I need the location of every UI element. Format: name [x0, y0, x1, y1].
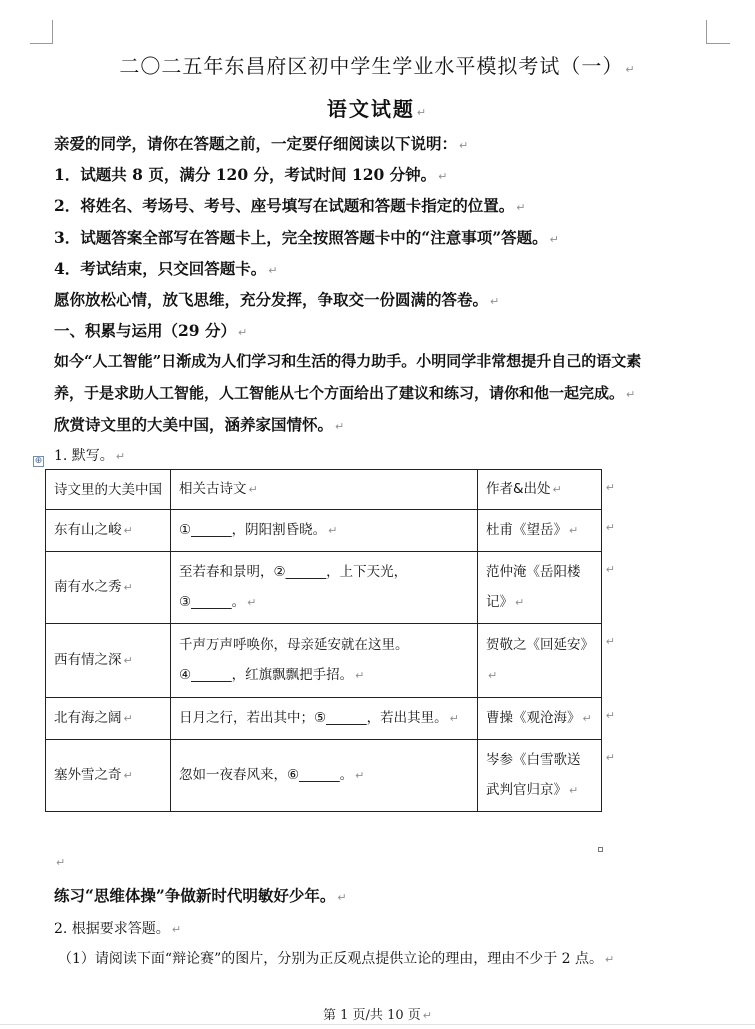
section1-intro-line: 如今“人工智能”日渐成为人们学习和生活的得力助手。小明同学非常想提升自己的语文素: [54, 352, 642, 370]
notice-item: 1．试题共 8 页，满分 120 分，考试时间 120 分钟。 ↵: [54, 165, 448, 184]
table-cell: 千声万声呼唤你，母亲延安就在这里。④______，红旗飘飘把手招。 ↵: [171, 624, 478, 698]
header-cell: 作者&出处 ↵ ↵: [478, 470, 602, 510]
table-cell: 范仲淹《岳阳楼记》 ↵ ↵: [478, 552, 602, 624]
table-cell: 西有情之深 ↵: [46, 624, 171, 698]
empty-paragraph: ↵: [56, 856, 66, 869]
table-cell: 北有海之阔 ↵: [46, 698, 171, 740]
page-bottom-edge: [0, 1024, 755, 1025]
table-cell: ①______，阴阳割昏晓。 ↵: [171, 510, 478, 552]
header-cell: 相关古诗文 ↵: [171, 470, 478, 510]
section1-heading: 一、积累与运用（29 分） ↵: [54, 321, 248, 340]
practice-heading: 练习“思维体操”争做新时代明敏好少年。 ↵: [54, 886, 347, 905]
table-cell: 曹操《观沧海》 ↵ ↵: [478, 698, 602, 740]
table-row: [46, 740, 602, 812]
table-resize-handle[interactable]: [598, 847, 603, 852]
table-row: [46, 552, 602, 624]
table-cell: 忽如一夜春风来，⑥______。 ↵: [171, 740, 478, 812]
table-row: [46, 624, 602, 698]
table-cell: 日月之行，若出其中；⑤______，若出其里。 ↵: [171, 698, 478, 740]
exam-title: 二〇二五年东昌府区初中学生学业水平模拟考试（一） ↵: [119, 54, 636, 78]
page-footer: 第 1 页/共 10 页 ↵: [323, 1008, 432, 1023]
notice-item: 3．试题答案全部写在答题卡上，完全按照答题卡中的“注意事项”答题。 ↵: [54, 228, 559, 247]
poetry-table: [45, 469, 615, 812]
notice-item: 4．考试结束，只交回答题卡。 ↵: [54, 259, 278, 278]
table-cell: 至若春和景明，②______，上下天光，③______。 ↵: [171, 552, 478, 624]
question-1-label: 1. 默写。 ↵: [54, 448, 126, 464]
table-header-row: [46, 470, 602, 510]
table-cell: 贺敬之《回延安》↵ ↵: [478, 624, 602, 698]
table-move-handle-icon[interactable]: ⊕: [34, 456, 43, 466]
table-row: [46, 698, 602, 740]
corner-mark-top-right: [706, 43, 730, 44]
section1-theme: 欣赏诗文里的大美中国，涵养家国情怀。 ↵: [54, 415, 345, 434]
corner-mark-top-left: [30, 43, 52, 44]
corner-mark-top-right: [706, 20, 707, 44]
notice-wish: 愿你放松心情，放飞思维，充分发挥，争取交一份圆满的答卷。 ↵: [54, 290, 500, 309]
corner-mark-top-left: [52, 20, 53, 44]
table-cell: 东有山之峻 ↵: [46, 510, 171, 552]
notice-intro: 亲爱的同学，请你在答题之前，一定要仔细阅读以下说明： ↵: [54, 134, 469, 153]
header-cell: 诗文里的大美中国: [46, 470, 171, 510]
table-cell: 杜甫《望岳》 ↵ ↵: [478, 510, 602, 552]
question-2-label: 2. 根据要求答题。 ↵: [54, 921, 182, 937]
question-2-sub1: （1）请阅读下面“辩论赛”的图片，分别为正反观点提供立论的理由，理由不少于 2 点。 ↵: [58, 951, 615, 967]
table-row: [46, 510, 602, 552]
exam-subtitle: 语文试题 ↵: [326, 97, 429, 121]
table-cell: 塞外雪之奇 ↵: [46, 740, 171, 812]
table-cell: 岑参《白雪歌送武判官归京》 ↵ ↵: [478, 740, 602, 812]
notice-item: 2．将姓名、考场号、考号、座号填写在试题和答题卡指定的位置。 ↵: [54, 196, 526, 215]
section1-intro-line: 养，于是求助人工智能，人工智能从七个方面给出了建议和练习，请你和他一起完成。 ↵: [54, 384, 636, 402]
table-cell: 南有水之秀 ↵: [46, 552, 171, 624]
